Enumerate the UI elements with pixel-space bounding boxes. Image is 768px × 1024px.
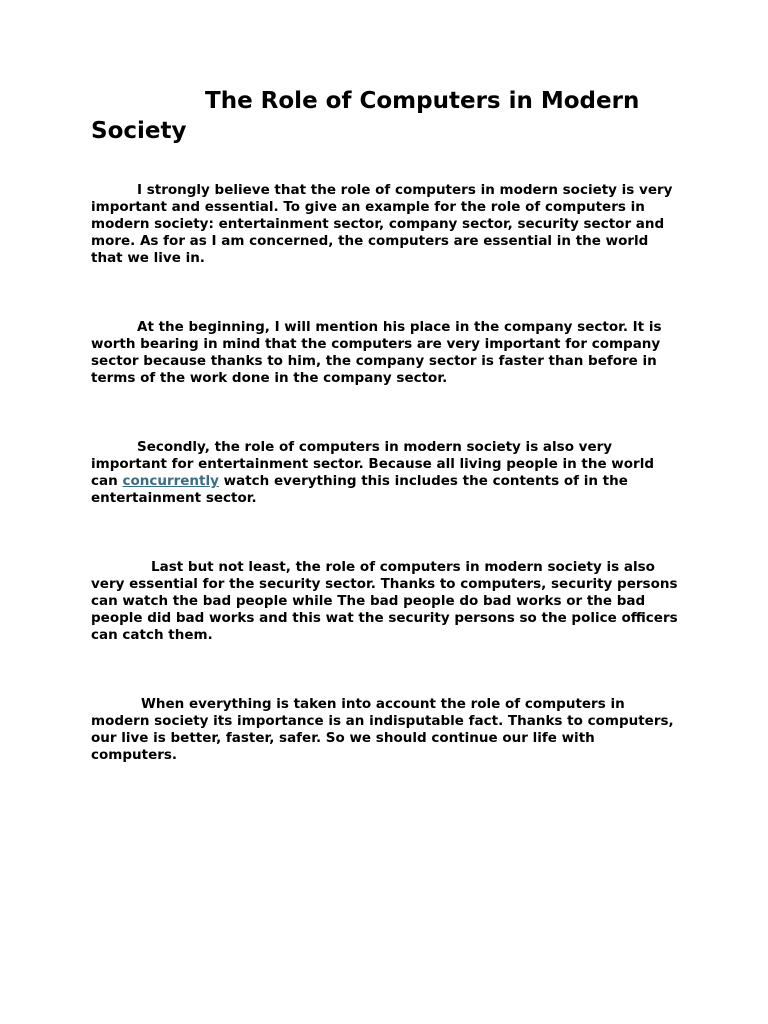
paragraph-4 bbox=[91, 559, 683, 644]
paragraph-5-text: When everything is taken into account the role of computers in modern society its importance is an indisputable fact. Thanks to computers, our live is better, faster, safer. So we should continue our life with computers. bbox=[91, 696, 674, 763]
paragraph-1 bbox=[91, 182, 683, 267]
paragraph-3 bbox=[91, 439, 683, 507]
document-body bbox=[91, 182, 683, 816]
paragraph-5 bbox=[91, 696, 683, 764]
paragraph-3-text-after: watch everything this includes the contents of in the entertainment sector. bbox=[91, 473, 628, 506]
paragraph-2 bbox=[91, 319, 683, 387]
paragraph-1-text: I strongly believe that the role of computers in modern society is very important and essential. To give an example for the role of computers in modern society: entertainment sector, company sector, security sector and more. As for as I am concerned, the computers are essential in the world that we live in. bbox=[91, 182, 673, 266]
paragraph-3-text-before: Secondly, the role of computers in modern society is also very important for entertainment sector. Because all living people in the world can bbox=[91, 439, 655, 489]
paragraph-4-text: Last but not least, the role of computers in modern society is also very essential for the security sector. Thanks to computers, security persons can watch the bad people while The bad people do bad works or the bad people did bad works and this wat the security persons so the police officers can catch them. bbox=[91, 559, 678, 643]
paragraph-2-text: At the beginning, I will mention his place in the company sector. It is worth bearing in mind that the computers are very important for company sector because thanks to him, the company sector is faster than before in terms of the work done in the company sector. bbox=[91, 319, 662, 386]
document-title: The Role of Computers in Modern Society bbox=[91, 88, 640, 144]
concurrently-link[interactable]: concurrently bbox=[122, 473, 219, 489]
